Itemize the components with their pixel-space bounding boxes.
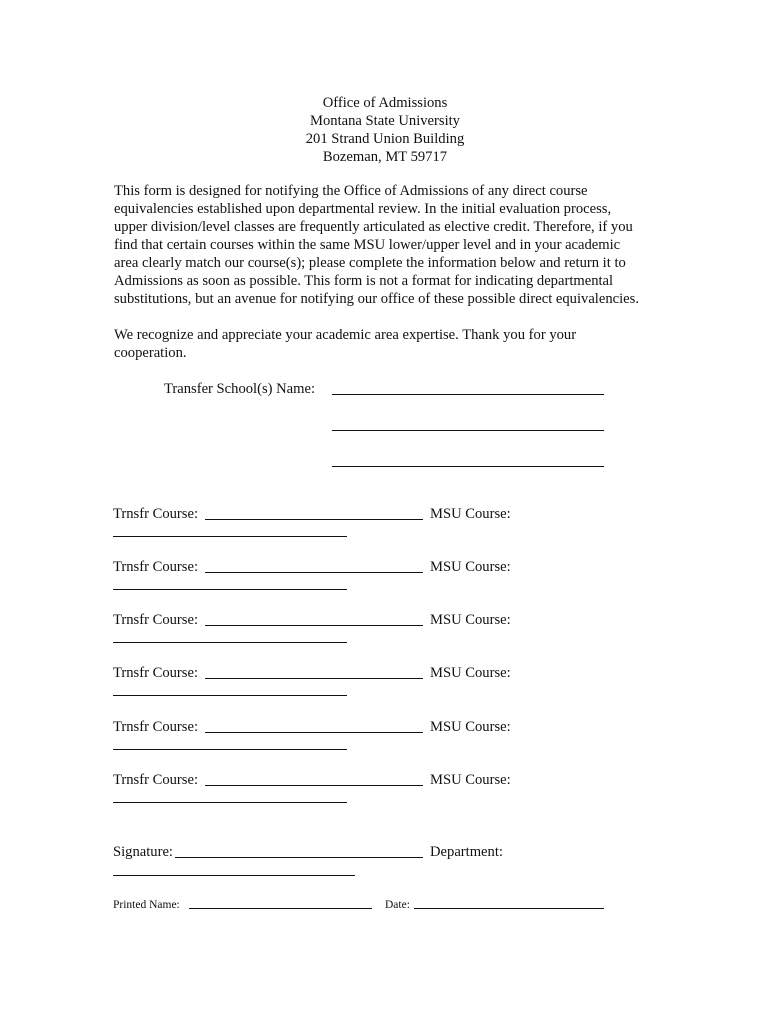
office-name: Office of Admissions xyxy=(322,95,448,111)
msu-course-field[interactable] xyxy=(113,695,347,696)
intro-line: find that certain courses within the same MSU lower/upper level and in your academic xyxy=(114,237,621,253)
trnsfr-course-label: Trnsfr Course: xyxy=(113,772,199,788)
trnsfr-course-field[interactable] xyxy=(205,572,423,573)
intro-paragraph xyxy=(114,182,674,308)
thanks-line: We recognize and appreciate your academic area expertise. Thank you for your xyxy=(114,327,577,343)
transfer-school-field-2[interactable] xyxy=(332,430,604,431)
intro-line: area clearly match our course(s); please complete the information below and return it to xyxy=(114,255,626,271)
msu-course-label: MSU Course: xyxy=(430,612,511,628)
msu-course-label: MSU Course: xyxy=(430,719,511,735)
trnsfr-course-label: Trnsfr Course: xyxy=(113,665,199,681)
trnsfr-course-field[interactable] xyxy=(205,732,423,733)
trnsfr-course-label: Trnsfr Course: xyxy=(113,719,199,735)
transfer-school-field-1[interactable] xyxy=(332,394,604,395)
department-label: Department: xyxy=(430,844,503,860)
printed-name-label: Printed Name: xyxy=(113,899,180,911)
trnsfr-course-field[interactable] xyxy=(205,625,423,626)
printed-name-field[interactable] xyxy=(189,908,372,909)
msu-course-field[interactable] xyxy=(113,536,347,537)
transfer-school-label: Transfer School(s) Name: xyxy=(164,381,316,397)
trnsfr-course-label: Trnsfr Course: xyxy=(113,612,199,628)
msu-course-label: MSU Course: xyxy=(430,665,511,681)
date-field[interactable] xyxy=(414,908,604,909)
office-address-header xyxy=(0,94,770,166)
msu-course-label: MSU Course: xyxy=(430,772,511,788)
intro-line: upper division/level classes are frequently articulated as elective credit. Therefore, if you xyxy=(114,219,633,235)
intro-line: This form is designed for notifying the Office of Admissions of any direct course xyxy=(114,183,588,199)
msu-course-field[interactable] xyxy=(113,802,347,803)
thanks-paragraph xyxy=(114,326,674,362)
msu-course-field[interactable] xyxy=(113,642,347,643)
msu-course-field[interactable] xyxy=(113,749,347,750)
building-address: 201 Strand Union Building xyxy=(305,131,465,147)
date-label: Date: xyxy=(385,899,410,911)
trnsfr-course-field[interactable] xyxy=(205,678,423,679)
trnsfr-course-field[interactable] xyxy=(205,785,423,786)
msu-course-label: MSU Course: xyxy=(430,559,511,575)
msu-course-field[interactable] xyxy=(113,589,347,590)
msu-course-label: MSU Course: xyxy=(430,506,511,522)
intro-line: Admissions as soon as possible. This form is not a format for indicating departmental xyxy=(114,273,614,289)
signature-field[interactable] xyxy=(175,857,423,858)
city-state-zip: Bozeman, MT 59717 xyxy=(322,149,448,165)
university-name: Montana State University xyxy=(310,113,460,129)
department-field[interactable] xyxy=(113,875,355,876)
trnsfr-course-label: Trnsfr Course: xyxy=(113,506,199,522)
trnsfr-course-field[interactable] xyxy=(205,519,423,520)
transfer-school-field-3[interactable] xyxy=(332,466,604,467)
intro-line: equivalencies established upon departmental review. In the initial evaluation process, xyxy=(114,201,612,217)
trnsfr-course-label: Trnsfr Course: xyxy=(113,559,199,575)
signature-label: Signature: xyxy=(113,844,173,860)
intro-line: substitutions, but an avenue for notifying our office of these possible direct equivalencies. xyxy=(114,291,639,307)
thanks-line: cooperation. xyxy=(114,345,187,361)
